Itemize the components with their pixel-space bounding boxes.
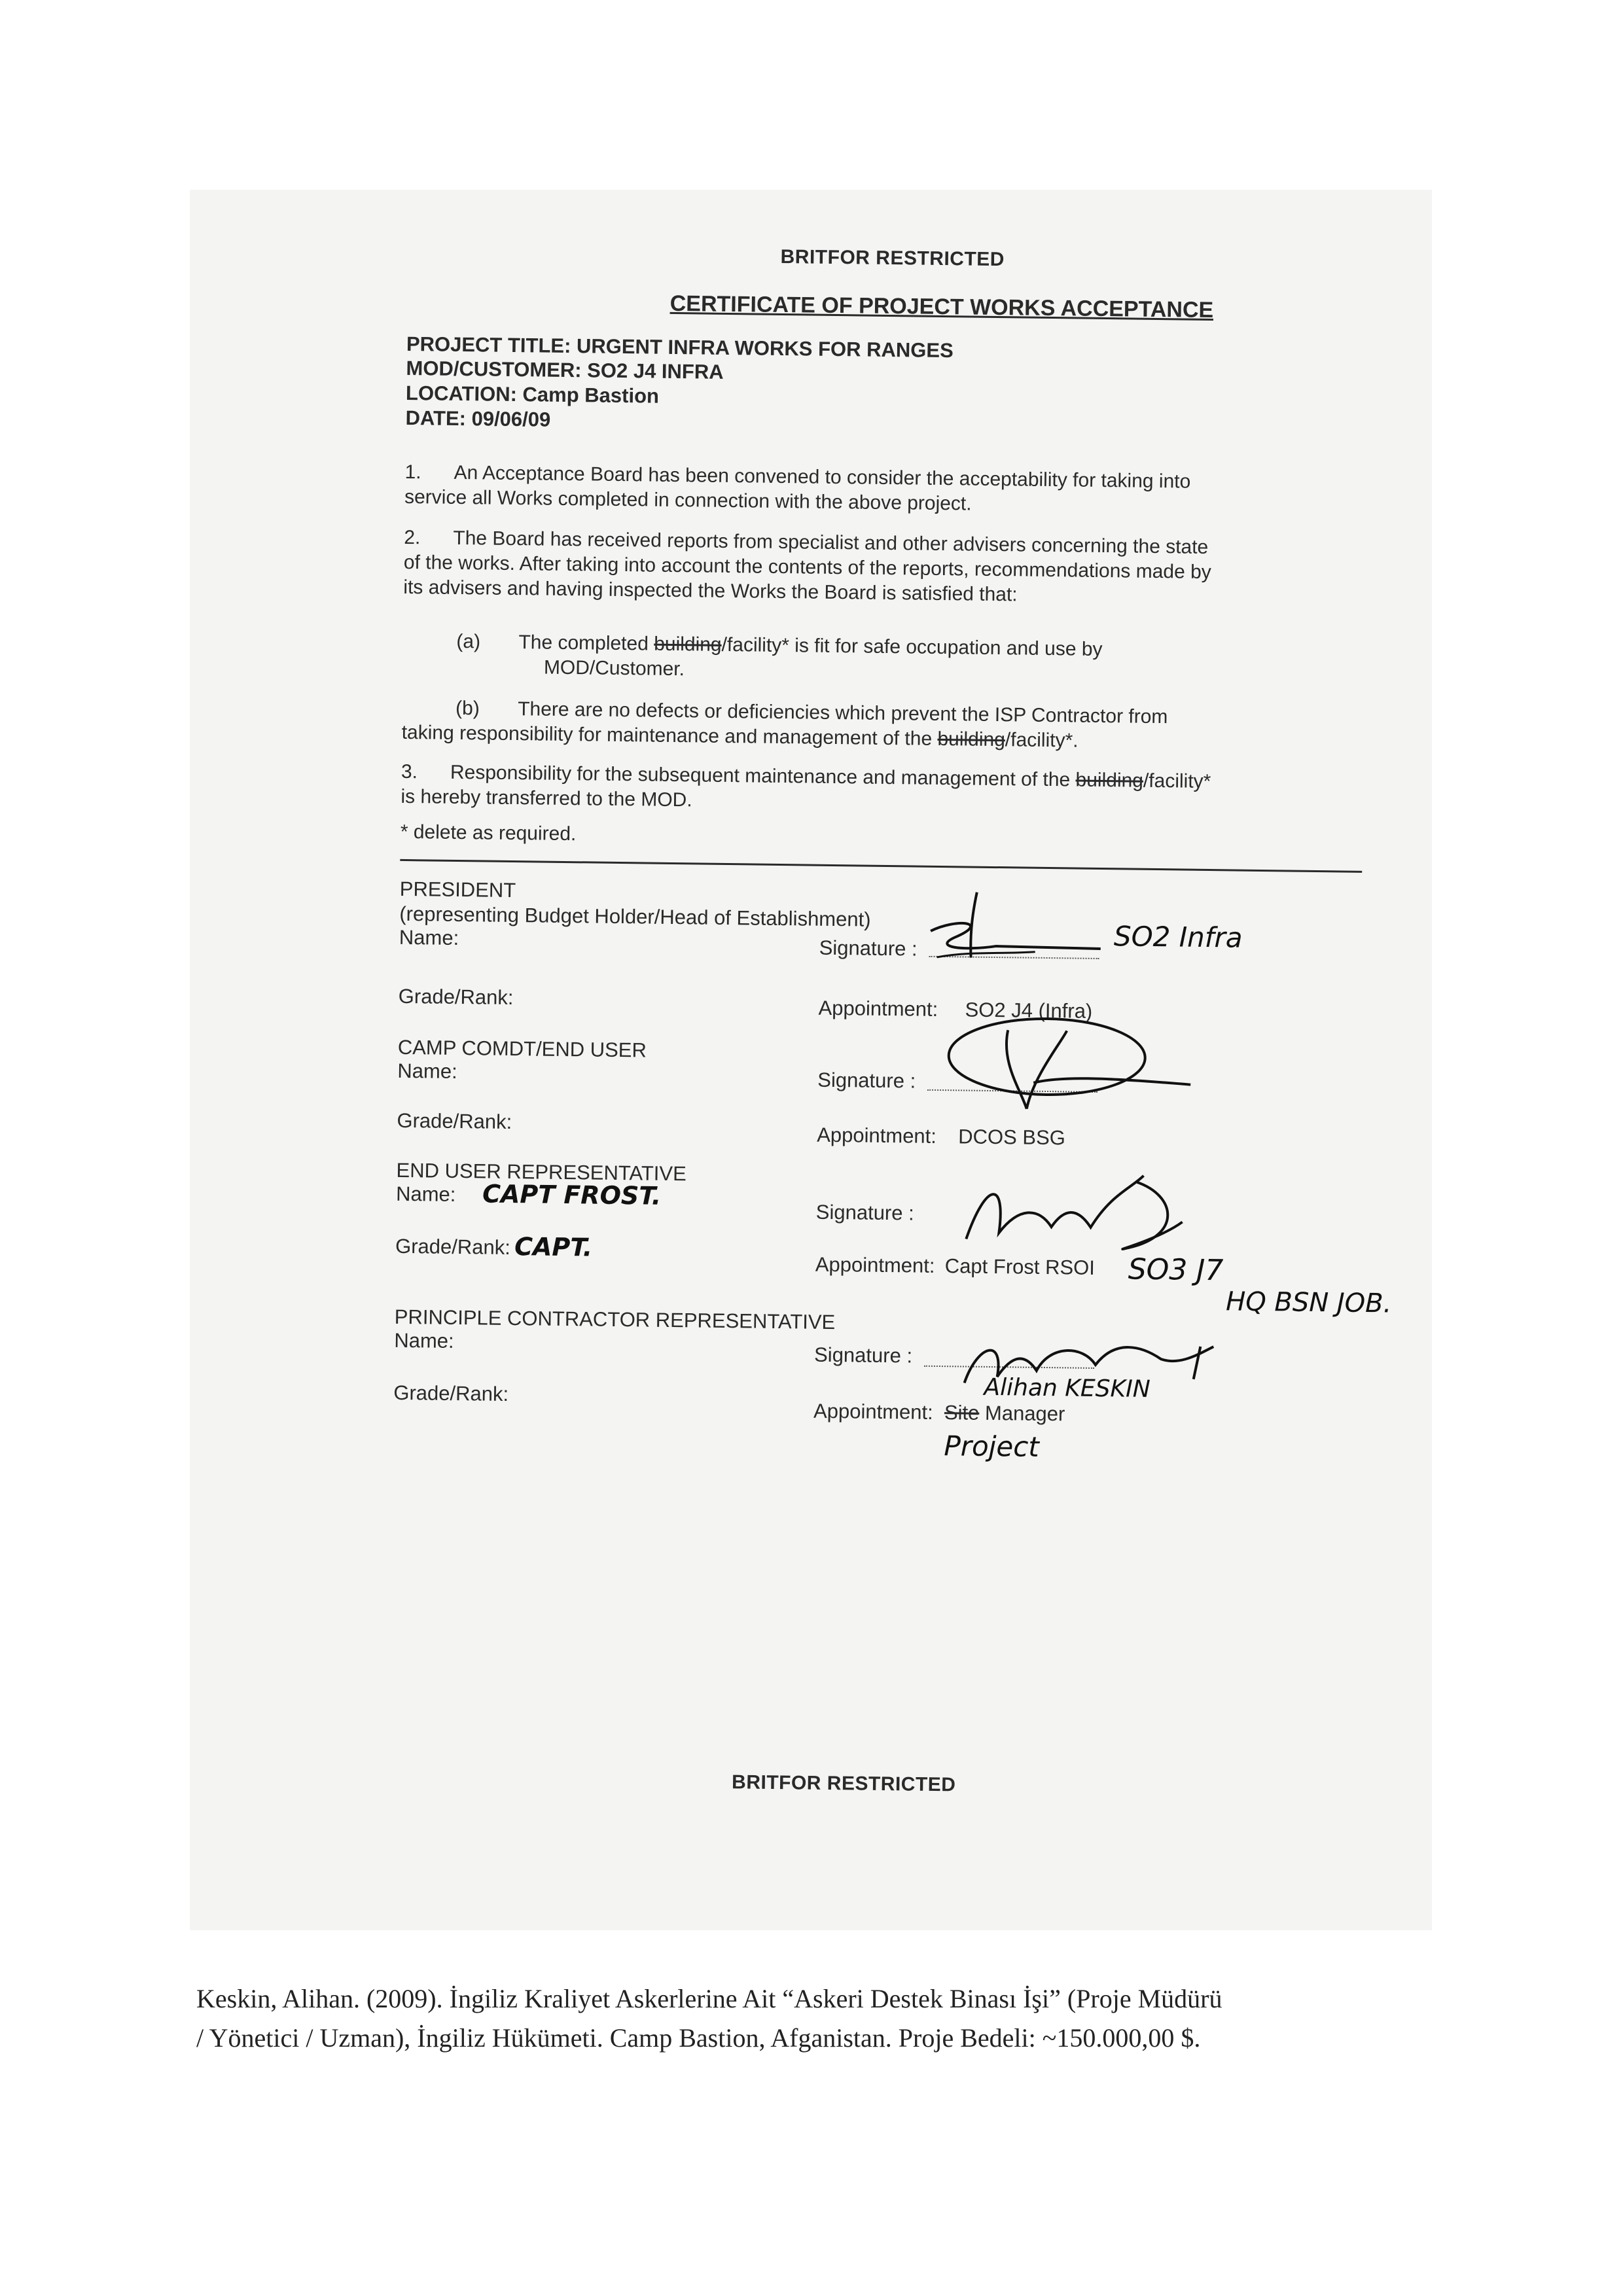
paragraph-text: Responsibility for the subsequent maintenance and management of the — [450, 761, 1076, 791]
document-title: CERTIFICATE OF PROJECT WORKS ACCEPTANCE — [669, 291, 1214, 323]
clause-a — [456, 629, 1103, 687]
paragraph-text: of the works. After taking into account the contents of the reports, recommendations made by — [403, 551, 1211, 584]
contractor-rep-handwritten-project: Project — [944, 1430, 1040, 1463]
contractor-rep-signature-scribble — [951, 1324, 1226, 1405]
camp-comdt-name-label: Name: — [397, 1059, 457, 1083]
project-title: PROJECT TITLE: URGENT INFRA WORKS FOR RANGES — [406, 332, 954, 362]
clause-text: /facility*. — [1005, 729, 1079, 752]
president-handwritten-note: SO2 Infra — [1113, 920, 1243, 954]
president-name-label: Name: — [399, 925, 459, 950]
president-signature-scribble — [917, 885, 1115, 973]
end-user-rep-name-label: Name: — [395, 1182, 456, 1206]
end-user-rep-handwritten-1: SO3 J7 — [1128, 1252, 1224, 1288]
paragraph-text: service all Works completed in connection with the above project. — [404, 486, 972, 515]
paragraph-2 — [403, 525, 1211, 610]
end-user-rep-name-value: CAPT FROST. — [482, 1179, 662, 1210]
paragraph-number: 3. — [401, 760, 418, 783]
contractor-rep-appointment-value: Manager — [984, 1401, 1065, 1426]
clause-text: MOD/Customer. — [543, 656, 685, 680]
appointment-label-text: Appointment: — [813, 1399, 933, 1424]
paragraph-text: is hereby transferred to the MOD. — [401, 785, 692, 811]
president-grade-label: Grade/Rank: — [398, 984, 514, 1010]
clause-text: There are no defects or deficiencies which prevent the ISP Contractor from — [517, 698, 1168, 728]
clause-text: taking responsibility for maintenance and management of the — [401, 721, 938, 750]
paragraph-number: 1. — [404, 461, 421, 484]
camp-comdt-heading: CAMP COMDT/END USER — [397, 1035, 647, 1062]
clause-b — [401, 696, 1168, 754]
caption — [196, 1979, 1433, 2058]
restriction-header-top: BRITFOR RESTRICTED — [780, 245, 1005, 271]
section-divider — [400, 859, 1362, 873]
end-user-rep-handwritten-2: HQ BSN JOB. — [1225, 1286, 1392, 1319]
president-heading: PRESIDENT — [399, 877, 516, 902]
clause-text: The completed — [518, 631, 654, 655]
contractor-rep-appointment-label — [813, 1400, 1065, 1426]
end-user-rep-signature-label: Signature : — [815, 1200, 914, 1225]
delete-note: * delete as required. — [400, 821, 577, 845]
caption-line-1: Keskin, Alihan. (2009). İngiliz Kraliyet Askerlerine Ait “Askeri Destek Binası İşi” (Proje Müdürü — [196, 1984, 1222, 2013]
end-user-rep-grade-value: CAPT. — [514, 1232, 593, 1262]
paragraph-number: 2. — [404, 526, 421, 549]
document-content — [190, 190, 1432, 1930]
contractor-rep-heading: PRINCIPLE CONTRACTOR REPRESENTATIVE — [394, 1305, 836, 1334]
end-user-rep-heading: END USER REPRESENTATIVE — [396, 1158, 687, 1186]
end-user-rep-appointment-value: Capt Frost RSOI — [944, 1254, 1096, 1279]
scanned-document — [190, 190, 1432, 1930]
camp-comdt-signature-label: Signature : — [817, 1068, 916, 1093]
end-user-rep-signature-scribble — [959, 1167, 1196, 1261]
end-user-rep-appointment-label: Appointment: — [815, 1252, 935, 1277]
clause-text: /facility* is fit for safe occupation and use by — [721, 633, 1103, 660]
paragraph-3 — [401, 760, 1211, 819]
location: LOCATION: Camp Bastion — [405, 381, 660, 408]
struck-word: building — [937, 728, 1006, 751]
camp-comdt-signature-scribble — [929, 1003, 1218, 1124]
contractor-rep-name-label: Name: — [394, 1328, 454, 1352]
clause-label: (a) — [456, 630, 481, 653]
president-appointment-label: Appointment: — [818, 996, 938, 1021]
contractor-rep-grade-label: Grade/Rank: — [393, 1381, 509, 1405]
restriction-header-bottom: BRITFOR RESTRICTED — [731, 1771, 956, 1796]
paragraph-text: The Board has received reports from specialist and other advisers concerning the state — [453, 527, 1209, 558]
struck-word: building — [1075, 769, 1144, 792]
president-signature-label: Signature : — [819, 936, 918, 961]
struck-word: building — [653, 633, 722, 656]
camp-comdt-grade-label: Grade/Rank: — [397, 1108, 512, 1134]
struck-word: Site — [944, 1401, 980, 1424]
mod-customer: MOD/CUSTOMER: SO2 J4 INFRA — [406, 356, 724, 383]
camp-comdt-appointment-label: Appointment: — [817, 1123, 937, 1148]
date: DATE: 09/06/09 — [405, 406, 551, 431]
end-user-rep-grade-label: Grade/Rank: — [395, 1234, 511, 1260]
president-appointment-value: SO2 J4 (Infra) — [965, 998, 1093, 1023]
camp-comdt-appointment-value: DCOS BSG — [958, 1125, 1066, 1150]
paragraph-1 — [404, 460, 1191, 520]
paragraph-text: its advisers and having inspected the Works the Board is satisfied that: — [403, 576, 1018, 606]
caption-line-2: / Yönetici / Uzman), İngiliz Hükümeti. Camp Bastion, Afganistan. Proje Bedeli: ~150.000,00 $. — [196, 2023, 1201, 2053]
president-subheading: (representing Budget Holder/Head of Establishment) — [399, 902, 871, 931]
clause-label: (b) — [455, 697, 480, 720]
contractor-rep-handwritten-name: Alihan KESKIN — [984, 1373, 1150, 1403]
paragraph-text: /facility* — [1143, 769, 1211, 793]
contractor-rep-signature-label: Signature : — [813, 1343, 913, 1368]
paragraph-text: An Acceptance Board has been convened to consider the acceptability for taking into — [454, 461, 1191, 493]
